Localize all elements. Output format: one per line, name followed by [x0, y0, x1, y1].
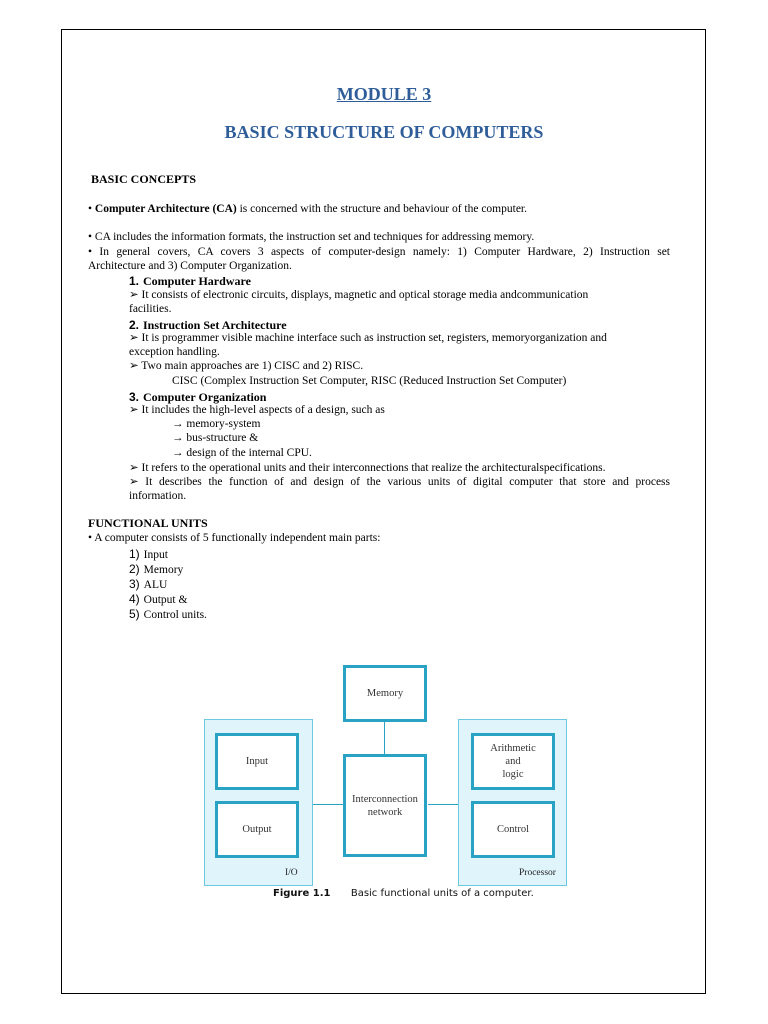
figure-number: Figure 1.1 — [273, 888, 331, 899]
output-box: Output — [215, 801, 299, 858]
isa-bullet-line3: ➢ Two main approaches are 1) CISC and 2) RISC. — [129, 360, 364, 372]
org-bullet-line1: ➢ It includes the high-level aspects of a design, such as — [129, 404, 385, 416]
section-heading-functional-units: FUNCTIONAL UNITS — [88, 516, 208, 530]
ca-definition-text: is concerned with the structure and behaviour of the computer. — [236, 203, 527, 215]
figure-caption-text: Basic functional units of a computer. — [350, 888, 534, 899]
memory-box: Memory — [343, 665, 427, 722]
term-ca: Computer Architecture (CA) — [94, 203, 237, 215]
module-title: MODULE 3 — [336, 84, 432, 104]
input-box: Input — [215, 733, 299, 790]
paragraph-ca-covers-line1: • In general covers, CA covers 3 aspects of computer-design namely: 1) Computer Hardware, 2) Instruction set — [88, 246, 670, 258]
figure-caption — [273, 888, 534, 899]
alu-box: Arithmetic and logic — [471, 733, 555, 790]
subheading-text: Computer Hardware — [143, 274, 251, 288]
list-label: Memory — [143, 564, 184, 576]
io-label: I/O — [285, 868, 298, 878]
list-number: 5) — [129, 607, 140, 621]
functional-units-intro: • A computer consists of 5 functionally independent main parts: — [88, 532, 381, 544]
hardware-bullet-line2: facilities. — [129, 303, 172, 315]
io-connector — [313, 804, 343, 805]
number: 3. — [129, 390, 140, 404]
org-bullet-line2: ➢ It refers to the operational units and their interconnections that realize the architecturalspecifications. — [129, 462, 606, 474]
org-bullet-line4: information. — [129, 490, 187, 502]
processor-connector — [428, 804, 458, 805]
isa-cisc-risc-line: CISC (Complex Instruction Set Computer, RISC (Reduced Instruction Set Computer) — [172, 375, 567, 387]
list-number: 4) — [129, 592, 140, 606]
interconnection-network-box: Interconnection network — [343, 754, 427, 857]
list-label: ALU — [143, 579, 168, 591]
processor-label: Processor — [519, 868, 556, 878]
isa-bullet-line1: ➢ It is programmer visible machine interface such as instruction set, registers, memoryorganization and — [129, 332, 607, 344]
number: 1. — [129, 274, 140, 288]
list-label: Input — [143, 549, 168, 561]
paragraph-ca-definition — [88, 202, 527, 216]
list-number: 3) — [129, 577, 140, 591]
bullet: • — [88, 203, 93, 215]
control-box: Control — [471, 801, 555, 858]
list-number: 1) — [129, 547, 140, 561]
memory-connector — [384, 721, 385, 754]
number: 2. — [129, 318, 140, 332]
paragraph-ca-includes: • CA includes the information formats, the instruction set and techniques for addressing memory. — [88, 231, 535, 243]
org-sub-memory: → memory-system — [172, 418, 261, 430]
paragraph-ca-covers-line2: Architecture and 3) Computer Organization. — [88, 260, 292, 272]
subheading-text: Computer Organization — [143, 390, 267, 404]
list-label: Control units. — [143, 609, 207, 621]
section-heading-basic-concepts: BASIC CONCEPTS — [91, 172, 197, 186]
org-bullet-line3: ➢ It describes the function of and design of the various units of digital computer that store and process — [129, 476, 670, 488]
list-number: 2) — [129, 562, 140, 576]
hardware-bullet-line1: ➢ It consists of electronic circuits, displays, magnetic and optical storage media andcommunication — [129, 289, 589, 301]
subheading-text: Instruction Set Architecture — [143, 318, 287, 332]
list-label: Output & — [143, 594, 188, 606]
org-sub-cpu: → design of the internal CPU. — [172, 447, 312, 459]
document-title: BASIC STRUCTURE OF COMPUTERS — [224, 122, 544, 142]
isa-bullet-line2: exception handling. — [129, 346, 220, 358]
list-item-control — [129, 605, 207, 623]
org-sub-bus: → bus-structure & — [172, 432, 259, 444]
